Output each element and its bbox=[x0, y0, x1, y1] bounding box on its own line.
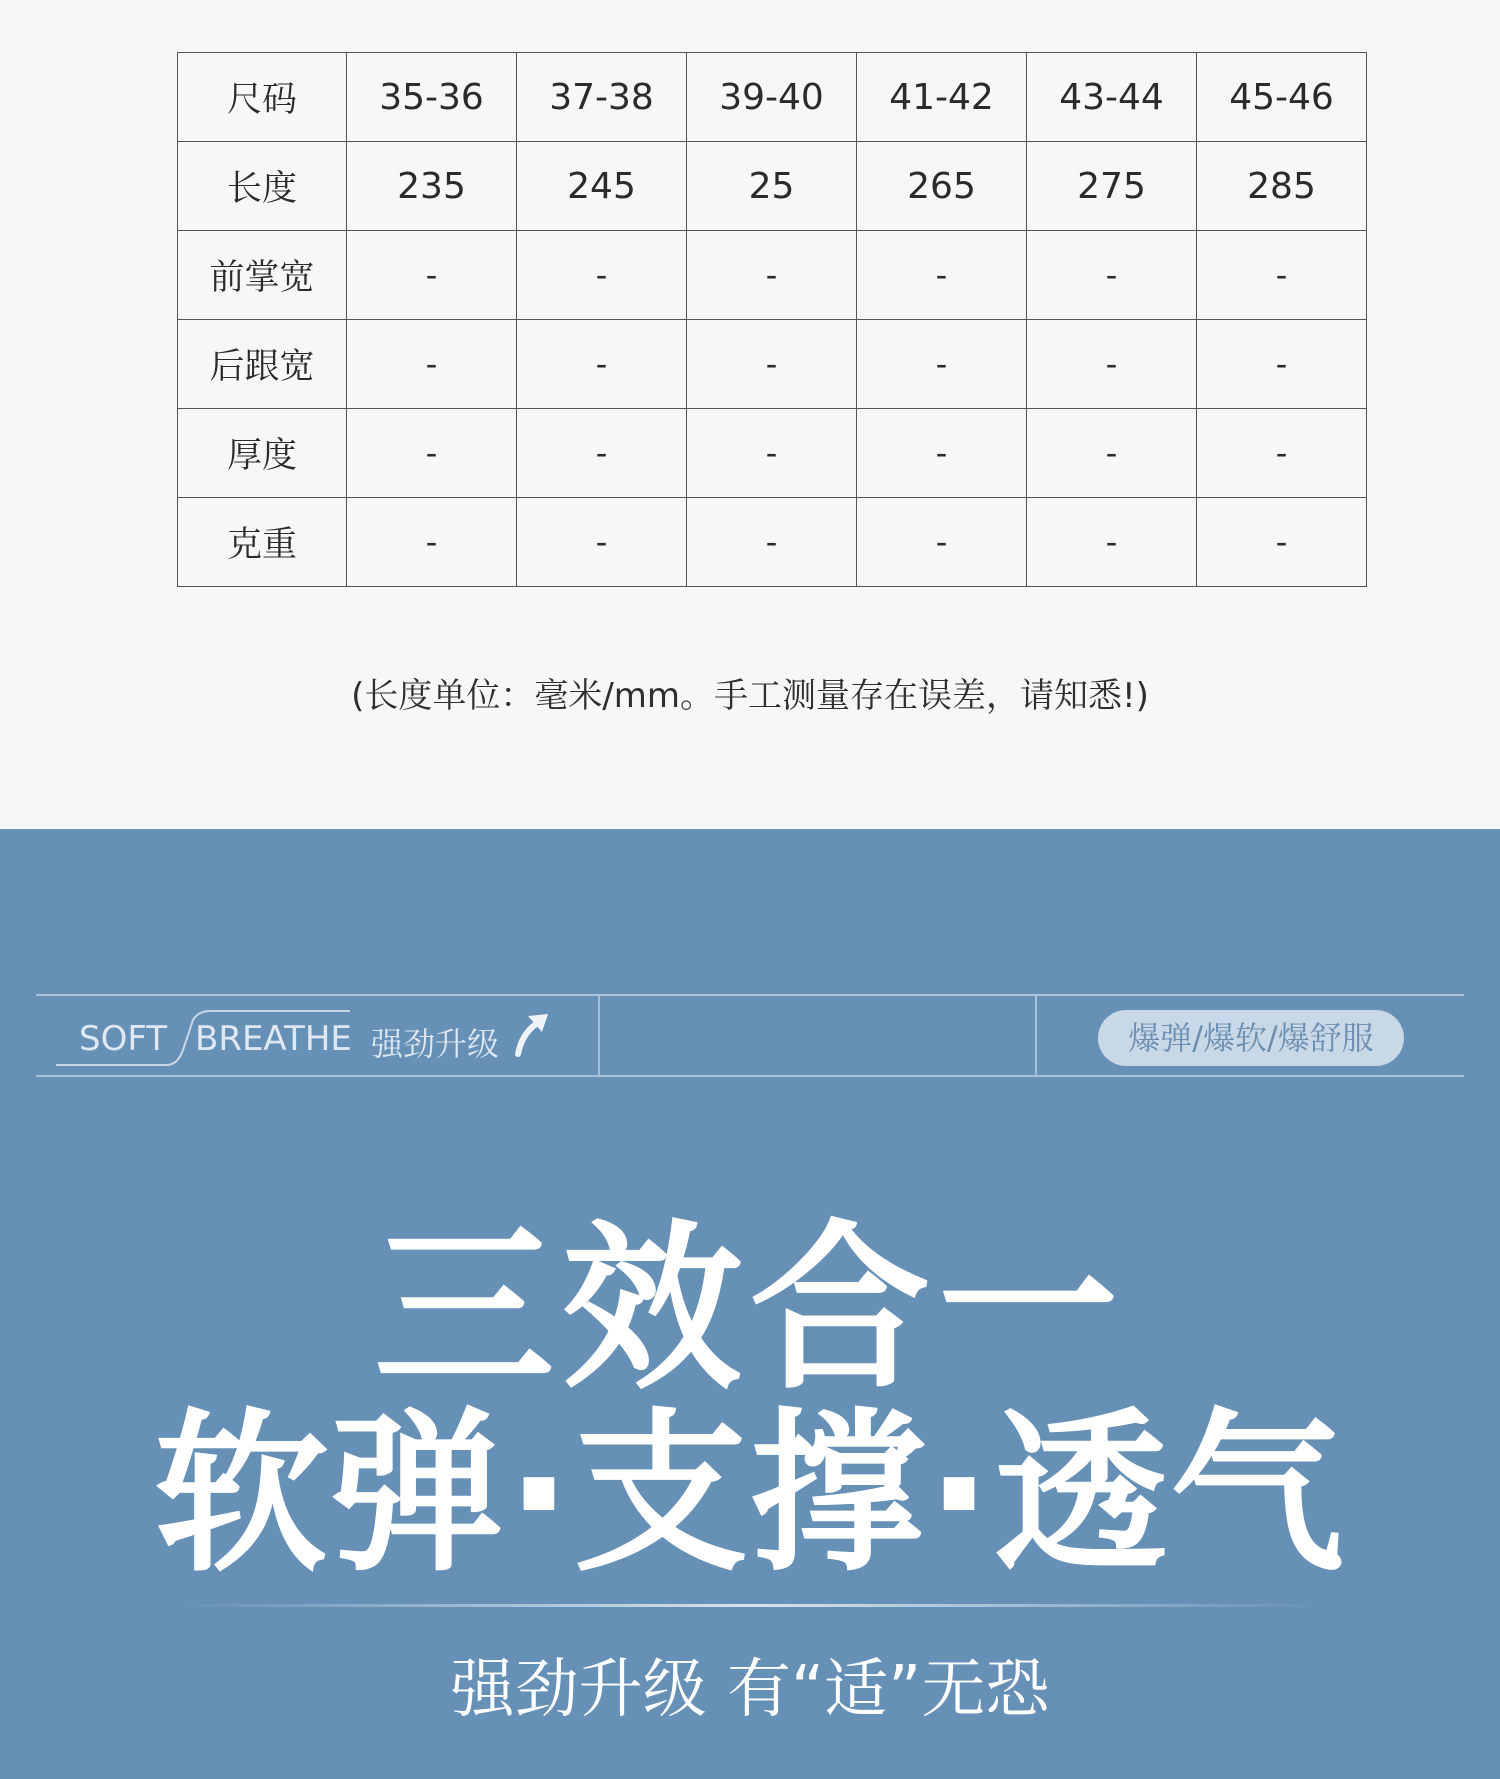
table-header-cell: 37-38 bbox=[517, 53, 687, 142]
table-header-cell: 45-46 bbox=[1197, 53, 1367, 142]
banner-divider-left bbox=[598, 994, 600, 1076]
brand-soft-label: SOFT bbox=[79, 1019, 168, 1059]
table-row bbox=[178, 142, 1367, 231]
headline-divider bbox=[175, 1604, 1325, 1607]
table-cell: - bbox=[857, 231, 1027, 320]
table-cell: 265 bbox=[857, 142, 1027, 231]
measurement-note: (长度单位：毫米/mm。手工测量存在误差，请知悉!) bbox=[351, 676, 1149, 716]
table-cell: - bbox=[857, 320, 1027, 409]
row-label: 克重 bbox=[178, 498, 347, 587]
feature-badge: 爆弹/爆软/爆舒服 bbox=[1098, 1010, 1404, 1066]
table-cell: - bbox=[517, 320, 687, 409]
table-header-row bbox=[178, 53, 1367, 142]
curved-up-arrow-icon bbox=[512, 1008, 556, 1058]
table-cell: - bbox=[1197, 231, 1367, 320]
table-cell: 25 bbox=[687, 142, 857, 231]
row-label: 厚度 bbox=[178, 409, 347, 498]
table-header-cell: 尺码 bbox=[178, 53, 347, 142]
table-cell: - bbox=[347, 320, 517, 409]
table-cell: - bbox=[687, 409, 857, 498]
table-cell: - bbox=[1197, 320, 1367, 409]
table-cell: 285 bbox=[1197, 142, 1367, 231]
row-label: 长度 bbox=[178, 142, 347, 231]
table-cell: - bbox=[517, 498, 687, 587]
table-cell: - bbox=[517, 231, 687, 320]
table-cell: - bbox=[687, 320, 857, 409]
table-cell: - bbox=[347, 409, 517, 498]
banner-bottom-rule bbox=[36, 1075, 1464, 1077]
table-cell: - bbox=[1027, 320, 1197, 409]
table-cell: 235 bbox=[347, 142, 517, 231]
brand-upgrade-label: 强劲升级 bbox=[371, 1025, 500, 1063]
table-cell: - bbox=[1027, 231, 1197, 320]
table-row bbox=[178, 409, 1367, 498]
table-cell: 275 bbox=[1027, 142, 1197, 231]
table-cell: - bbox=[687, 498, 857, 587]
table-row bbox=[178, 231, 1367, 320]
table-header-cell: 41-42 bbox=[857, 53, 1027, 142]
brand-breathe-label: BREATHE bbox=[195, 1019, 352, 1059]
table-row bbox=[178, 320, 1367, 409]
table-cell: - bbox=[857, 498, 1027, 587]
table-header-cell: 39-40 bbox=[687, 53, 857, 142]
table-cell: - bbox=[1027, 498, 1197, 587]
table-cell: - bbox=[1197, 498, 1367, 587]
size-table bbox=[177, 52, 1367, 587]
size-chart-section bbox=[0, 0, 1500, 829]
headline-features: 软弹·支撑·透气 bbox=[153, 1393, 1347, 1596]
row-label: 后跟宽 bbox=[178, 320, 347, 409]
table-cell: - bbox=[517, 409, 687, 498]
table-cell: - bbox=[1027, 409, 1197, 498]
banner-divider-right bbox=[1035, 994, 1037, 1076]
table-cell: - bbox=[1197, 409, 1367, 498]
table-header-cell: 43-44 bbox=[1027, 53, 1197, 142]
table-cell: - bbox=[687, 231, 857, 320]
table-row bbox=[178, 498, 1367, 587]
table-cell: - bbox=[347, 231, 517, 320]
row-label: 前掌宽 bbox=[178, 231, 347, 320]
table-cell: - bbox=[347, 498, 517, 587]
headline-three-in-one: 三效合一 bbox=[373, 1205, 1126, 1414]
table-cell: 245 bbox=[517, 142, 687, 231]
banner-top-rule bbox=[36, 994, 1464, 996]
table-cell: - bbox=[857, 409, 1027, 498]
tagline: 强劲升级 有“适”无恐 bbox=[450, 1653, 1050, 1727]
table-header-cell: 35-36 bbox=[347, 53, 517, 142]
